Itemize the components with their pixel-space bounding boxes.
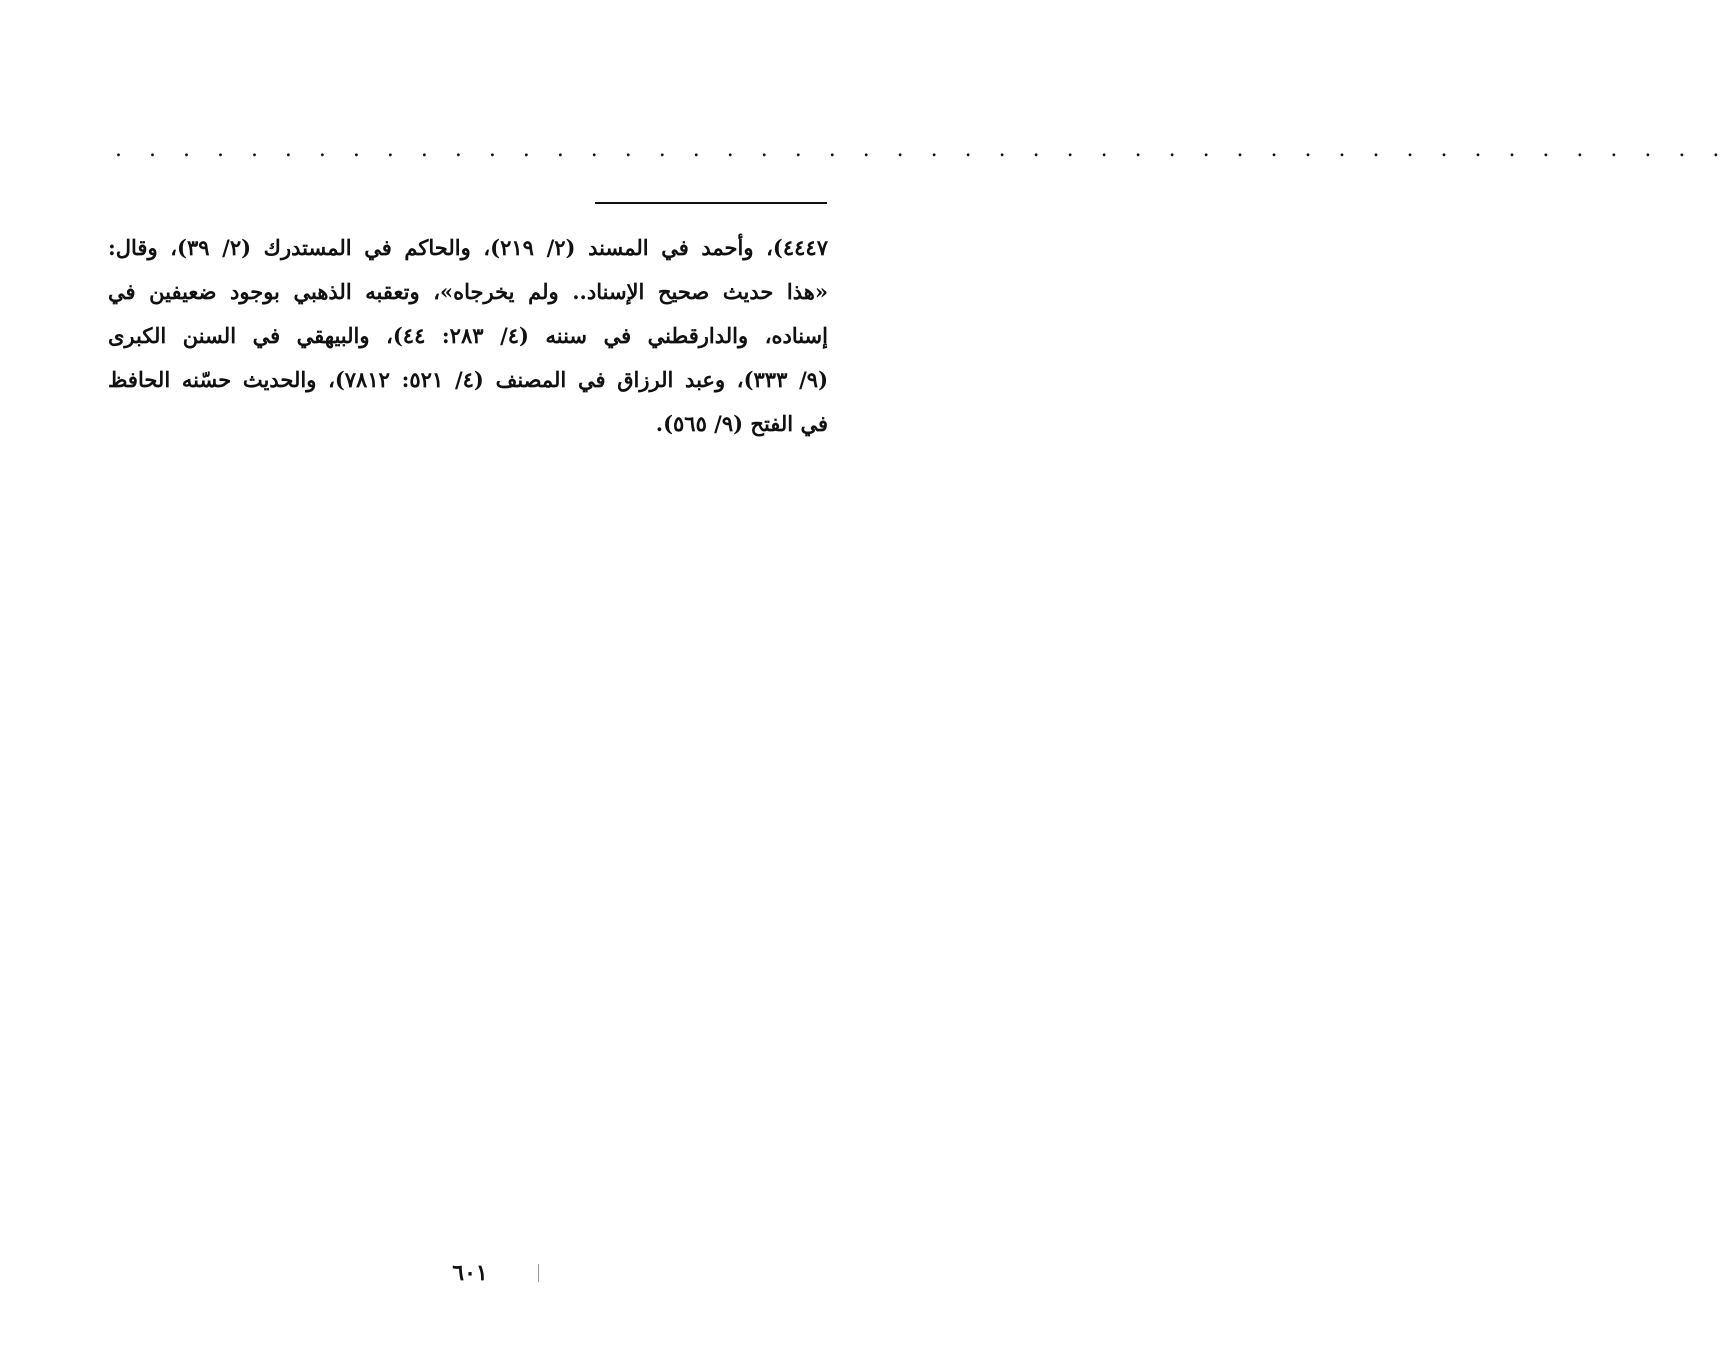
footnote-line: (٩/ ٣٣٣)، وعبد الرزاق في المصنف (٤/ ٥٢١: ٧٨١٢)، والحديث حسّنه الحافظ — [108, 367, 828, 392]
page-number: ٦٠١ — [452, 1260, 488, 1286]
footnote-text — [108, 226, 828, 446]
footnote-line: ٤٤٤٧)، وأحمد في المسند (٢/ ٢١٩)، والحاكم في المستدرك (٢/ ٣٩)، وقال: — [108, 235, 828, 260]
footnote-line: إسناده، والدارقطني في سننه (٤/ ٢٨٣: ٤٤)، والبيهقي في السنن الكبرى — [108, 323, 828, 348]
footnote-line: «هذا حديث صحيح الإسناد.. ولم يخرجاه»، وتعقبه الذهبي بوجود ضعيفين في — [108, 279, 828, 304]
scan-mark — [538, 1264, 539, 1282]
dotted-separator: . . . . . . . . . . . . . . . . . . . . . . . . . . . . . . . . . . . . . . . . . . . . . . . . — [115, 137, 1729, 162]
footnote-line: في الفتح (٩/ ٥٦٥). — [655, 411, 828, 436]
footnote-rule — [595, 202, 827, 204]
